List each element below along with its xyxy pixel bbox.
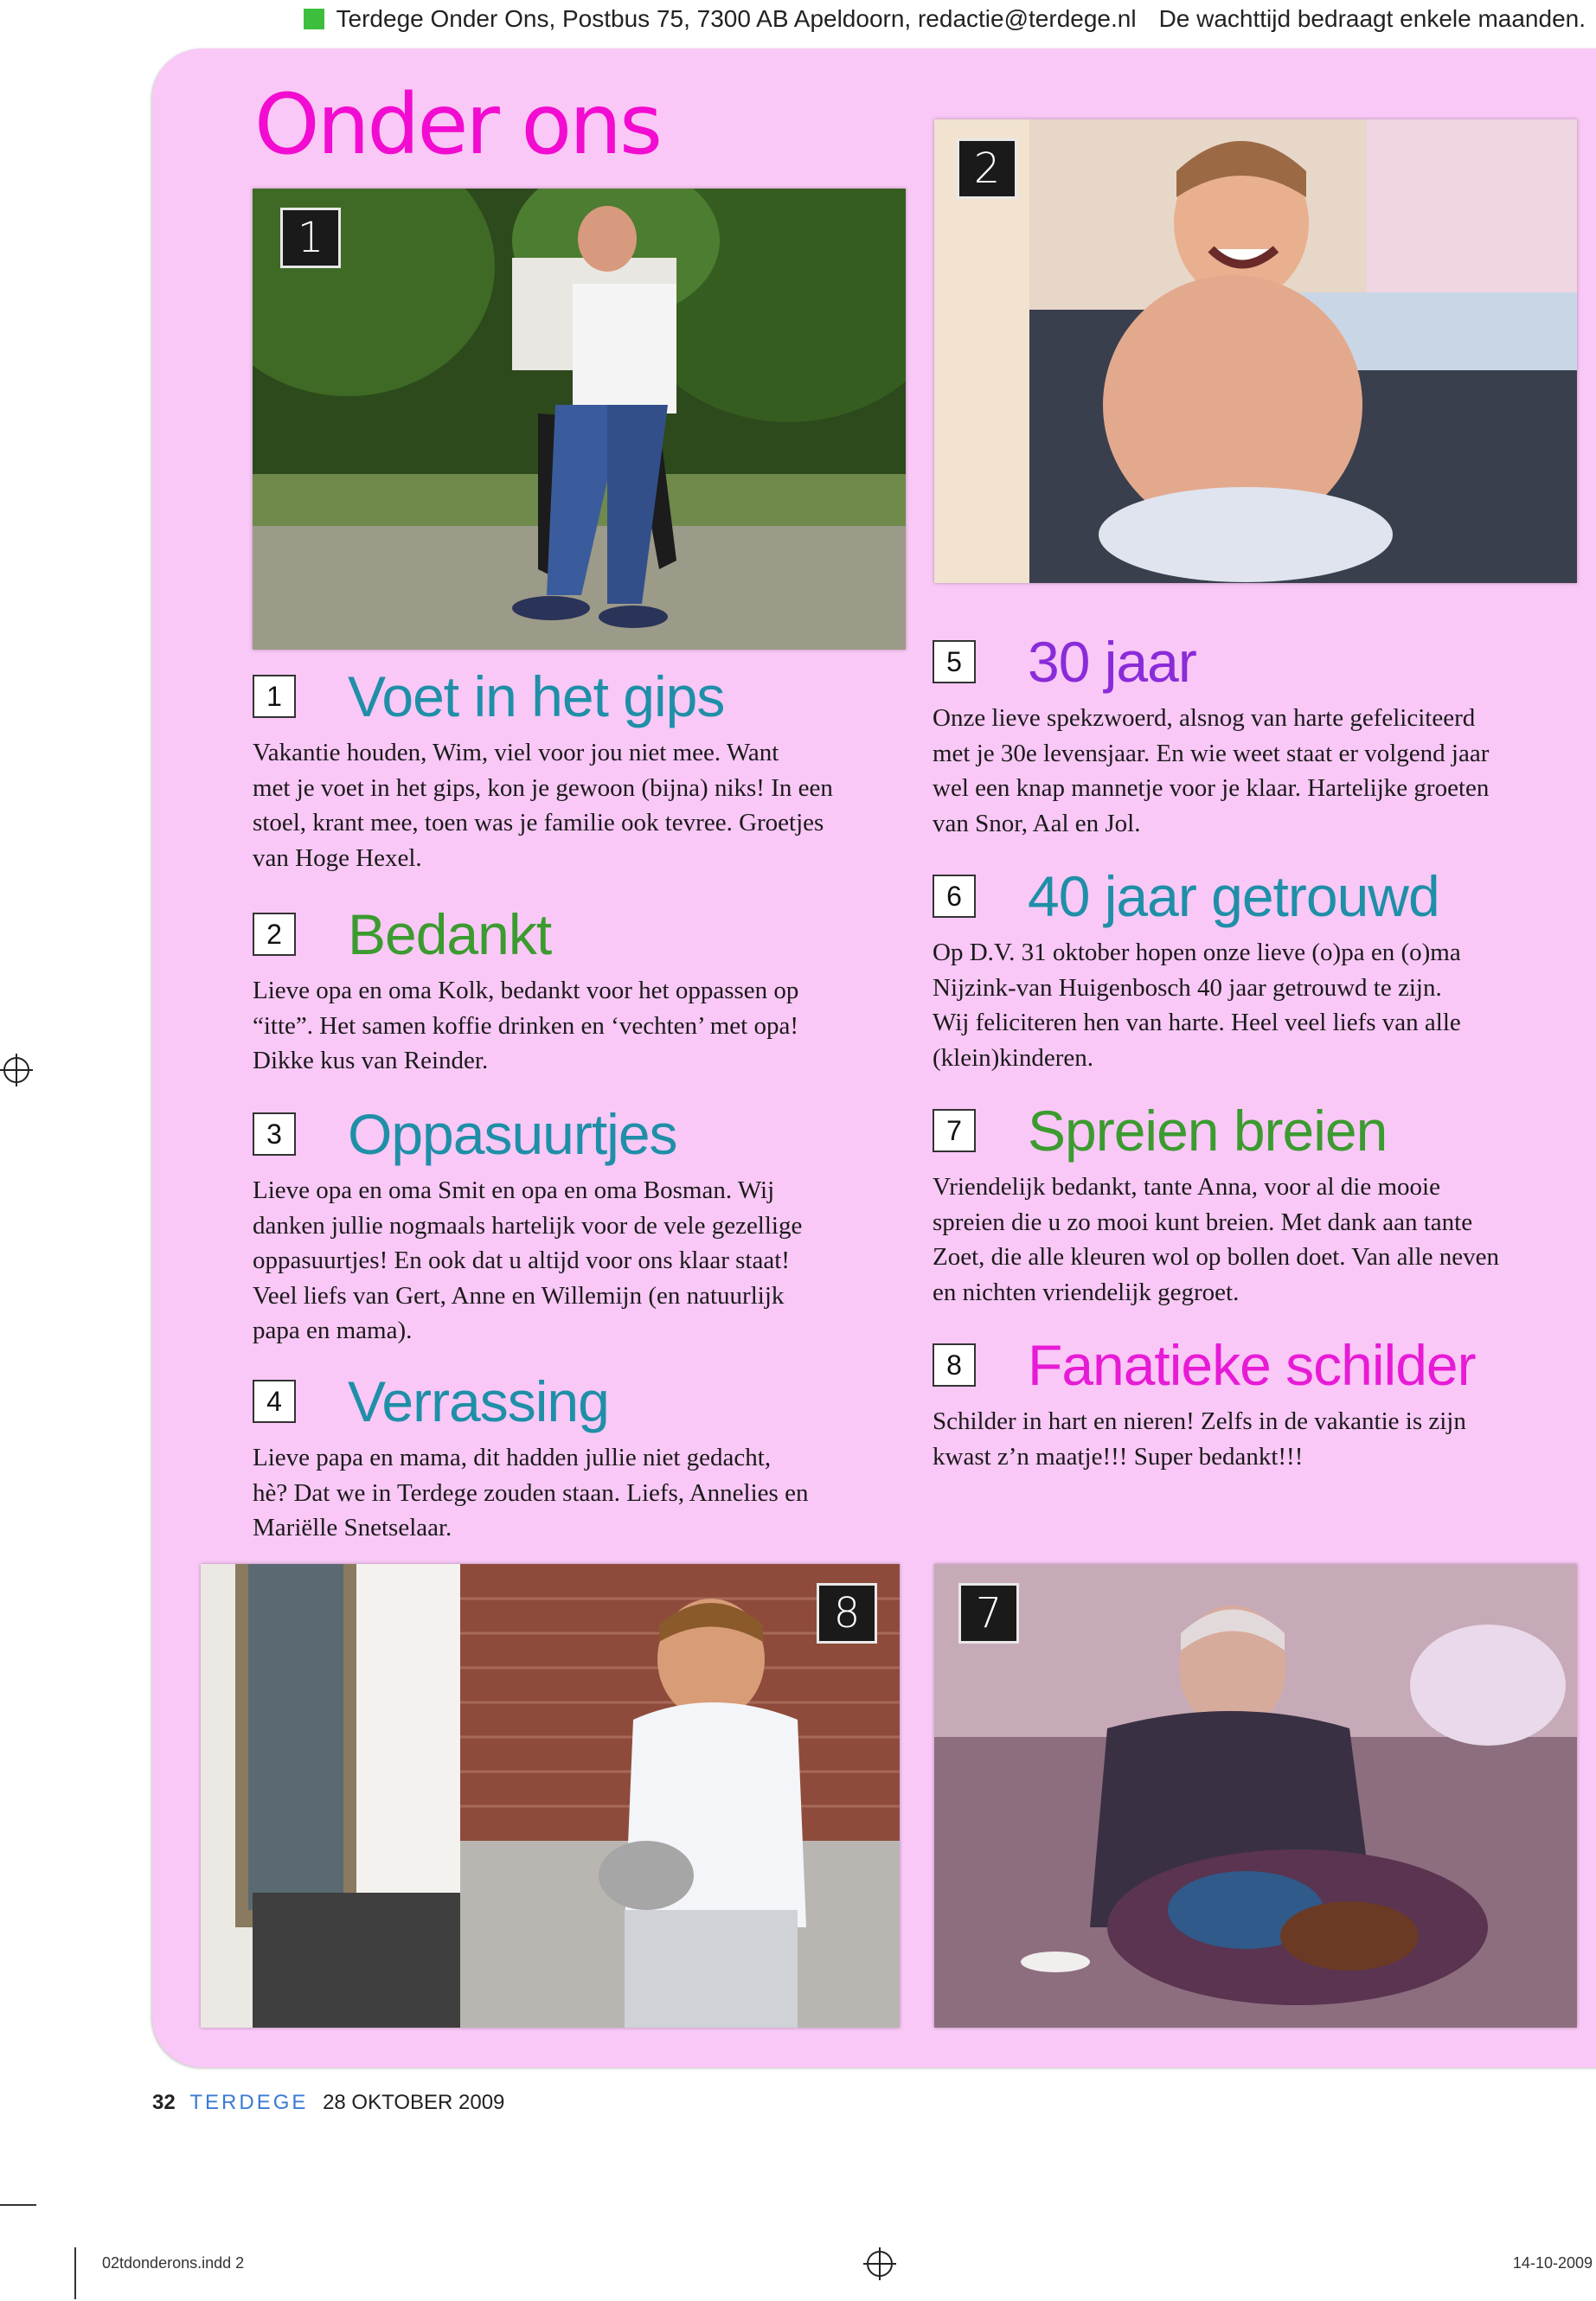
smiling-child-icon xyxy=(934,119,1577,583)
photo-7 xyxy=(934,1564,1577,2028)
photo-8 xyxy=(201,1564,900,2028)
article-7 xyxy=(933,1097,1590,1310)
article-number: 7 xyxy=(933,1109,976,1152)
page-footer xyxy=(152,2091,504,2115)
article-number: 6 xyxy=(933,875,976,918)
article-body: Vriendelijk bedankt, tante Anna, voor al die mooie spreien die u zo mooi kunt breien. Met dank aan tante Zoet, die alle kleuren wol op bollen doet. Van alle neven en nichten vriendelijk gegroet. xyxy=(933,1173,1499,1306)
article-1 xyxy=(253,663,910,875)
article-2 xyxy=(253,901,910,1079)
photo-2 xyxy=(934,119,1577,583)
article-body: Lieve opa en oma Smit en opa en oma Bosman. Wij danken jullie nogmaals hartelijk voor de vele gezellige oppasuurtjes! En ook dat u altijd voor ons klaar staat! Veel liefs van Gert, Anne en Willemijn (en natuurlijk papa en mama). xyxy=(253,1176,803,1344)
article-5 xyxy=(933,628,1590,841)
article-body: Onze lieve spekzwoerd, alsnog van harte gefeliciteerd met je 30e levensjaar. En wie weet staat er volgend jaar wel een knap mannetje voor je klaar. Hartelijke groeten van Snor, Aal en Jol. xyxy=(933,704,1490,837)
article-body: Lieve papa en mama, dit hadden jullie niet gedacht, hè? Dat we in Terdege zouden staan. Liefs, Annelies en Mariëlle Snetselaar. xyxy=(253,1444,809,1541)
article-6 xyxy=(933,862,1590,1075)
article-title: Bedankt xyxy=(348,902,552,966)
man-reading-newspaper-icon xyxy=(253,189,906,650)
article-8 xyxy=(933,1331,1590,1474)
article-body: Lieve opa en oma Kolk, bedankt voor het oppassen op “itte”. Het samen koffie drinken en ‘vechten’ met opa! Dikke kus van Reinder. xyxy=(253,977,799,1074)
article-3 xyxy=(253,1100,910,1349)
slug-filename: 02tdonderons.indd 2 xyxy=(102,2254,245,2272)
article-body: Op D.V. 31 oktober hopen onze lieve (o)pa en (o)ma Nijzink-van Huigenbosch 40 jaar getrouwd te zijn. Wij feliciteren hen van harte. Heel veel liefs van alle (klein)kinderen. xyxy=(933,939,1461,1072)
registration-mark-icon xyxy=(867,2251,893,2277)
woman-knitting-icon xyxy=(934,1564,1577,2028)
slug-date: 14-10-2009 xyxy=(1512,2254,1593,2272)
header-address: Terdege Onder Ons, Postbus 75, 7300 AB Apeldoorn, redactie@terdege.nl xyxy=(336,5,1137,32)
article-number: 5 xyxy=(933,640,976,683)
article-title: Spreien breien xyxy=(1028,1099,1388,1163)
article-number: 3 xyxy=(253,1112,296,1156)
man-painting-window-icon xyxy=(201,1564,900,2028)
photo-badge-1: 1 xyxy=(280,208,341,268)
issue-date: 28 OKTOBER 2009 xyxy=(323,2091,505,2114)
article-number: 1 xyxy=(253,675,296,718)
article-body: Schilder in hart en nieren! Zelfs in de vakantie is zijn kwast z’n maatje!!! Super bedankt!!! xyxy=(933,1407,1466,1471)
green-square-icon xyxy=(304,9,324,29)
crop-mark xyxy=(0,2204,36,2206)
article-number: 2 xyxy=(253,913,296,956)
header-bar xyxy=(0,0,1596,38)
article-number: 4 xyxy=(253,1380,296,1423)
photo-1 xyxy=(253,189,906,650)
magazine-name: TERDEGE xyxy=(189,2091,309,2114)
page-number: 32 xyxy=(152,2091,176,2114)
registration-mark-icon xyxy=(3,1057,29,1083)
article-4 xyxy=(253,1368,910,1546)
header-slogan: De wachttijd bedraagt enkele maanden. xyxy=(1158,5,1586,32)
photo-badge-7: 7 xyxy=(958,1583,1019,1644)
photo-badge-8: 8 xyxy=(817,1583,877,1644)
photo-badge-2: 2 xyxy=(957,138,1017,199)
article-title: Verrassing xyxy=(348,1369,609,1433)
article-title: Voet in het gips xyxy=(348,664,725,728)
article-body: Vakantie houden, Wim, viel voor jou niet mee. Want met je voet in het gips, kon je gewoon (bijna) niks! In een stoel, krant mee, toen was je familie ook tevree. Groetjes van Hoge Hexel. xyxy=(253,739,833,872)
article-title: 30 jaar xyxy=(1028,630,1196,694)
article-title: Oppasuurtjes xyxy=(348,1102,677,1166)
page-title: Onder ons xyxy=(254,76,660,173)
article-number: 8 xyxy=(933,1343,976,1387)
article-title: Fanatieke schilder xyxy=(1028,1333,1476,1397)
crop-mark xyxy=(74,2247,76,2299)
article-title: 40 jaar getrouwd xyxy=(1028,864,1439,928)
